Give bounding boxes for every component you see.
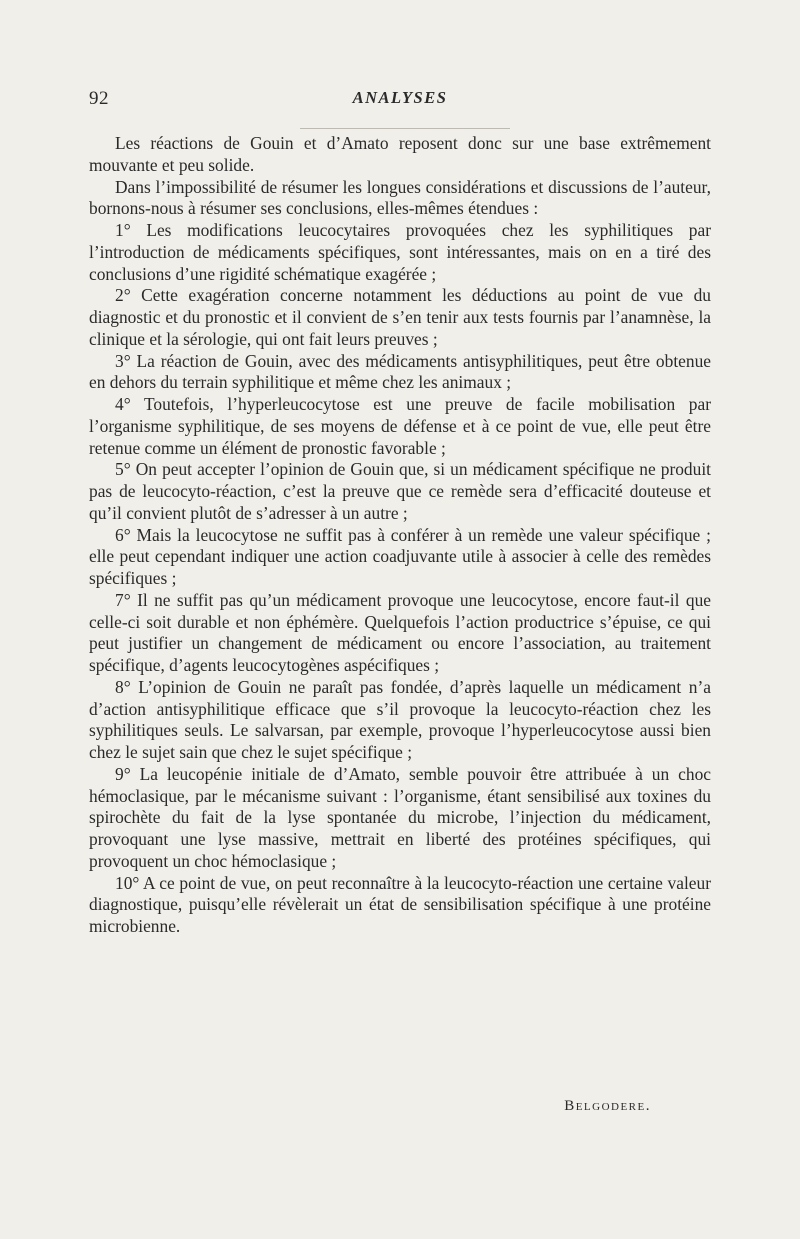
- conclusion-10: 10° A ce point de vue, on peut reconnaître à la leucocyto-réaction une certaine valeur diagnostique, puisqu’elle révèlerait un état de sensibilisation spécifique à une protéine microbienne.: [89, 872, 711, 936]
- conclusion-1: 1° Les modifications leucocytaires provoquées chez les syphilitiques par l’introduction de médicaments spécifiques, sont intéressantes, mais on en a tiré des conclusions d’une rigidité schématique exagérée ;: [89, 220, 711, 284]
- paragraph-summary: Dans l’impossibilité de résumer les longues considérations et discussions de l’auteur, bornons-nous à résumer ses conclusions, elles-mêmes étendues :: [89, 176, 711, 219]
- conclusion-9: 9° La leucopénie initiale de d’Amato, semble pouvoir être attribuée à un choc hémoclasique, par le mécanisme suivant : l’organisme, étant sensibilisé aux toxines du spirochète du fait de la lyse spontanée du microbe, l’injection du médicament, provoquant une lyse massive, mettrait en liberté des protéines spécifiques, qui provoquent un choc hémoclasique ;: [89, 763, 711, 871]
- conclusion-6: 6° Mais la leucocytose ne suffit pas à conférer à un remède une valeur spécifique ; elle peut cependant indiquer une action coadjuvante utile à associer à celle des remèdes spécifiques ;: [89, 524, 711, 588]
- page-number: 92: [89, 88, 109, 109]
- conclusion-5: 5° On peut accepter l’opinion de Gouin que, si un médicament spécifique ne produit pas de leucocyto-réaction, c’est la preuve que ce remède sera d’efficacité douteuse et qu’il convient plutôt de s’adresser à un autre ;: [89, 459, 711, 523]
- conclusion-4: 4° Toutefois, l’hyperleucocytose est une preuve de facile mobilisation par l’organisme syphilitique, de ses moyens de défense et à ce point de vue, elle peut être retenue comme un élément de pronostic favorable ;: [89, 394, 711, 458]
- running-head: ANALYSES: [352, 88, 448, 107]
- conclusion-2: 2° Cette exagération concerne notamment les déductions au point de vue du diagnostic et du pronostic et il convient de s’en tenir aux tests fournis par l’anamnèse, la clinique et la sérologie, qui ont fait leurs preuves ;: [89, 285, 711, 349]
- page-header: [89, 88, 711, 118]
- header-rule: [300, 128, 510, 129]
- author-signature: Belgodere.: [564, 1098, 651, 1114]
- body-text: [89, 133, 711, 938]
- conclusion-7: 7° Il ne suffit pas qu’un médicament provoque une leucocytose, encore faut-il que celle-ci soit durable et non éphémère. Quelquefois l’action productrice s’épuise, ce qui peut justifier un changement de médicament ou encore l’association, au traitement spécifique, d’agents leucocytogènes aspécifiques ;: [89, 589, 711, 675]
- conclusion-8: 8° L’opinion de Gouin ne paraît pas fondée, d’après laquelle un médicament n’a d’action antisyphilitique efficace que s’il provoque la leucocyto-réaction chez les syphilitiques seuls. Le salvarsan, par exemple, provoque l’hyperleucocytose aussi bien chez le sujet sain que chez le sujet spécifique ;: [89, 676, 711, 762]
- conclusion-3: 3° La réaction de Gouin, avec des médicaments antisyphilitiques, peut être obtenue en dehors du terrain syphilitique et même chez les animaux ;: [89, 350, 711, 393]
- paragraph-intro: Les réactions de Gouin et d’Amato reposent donc sur une base extrêmement mouvante et peu solide.: [89, 133, 711, 175]
